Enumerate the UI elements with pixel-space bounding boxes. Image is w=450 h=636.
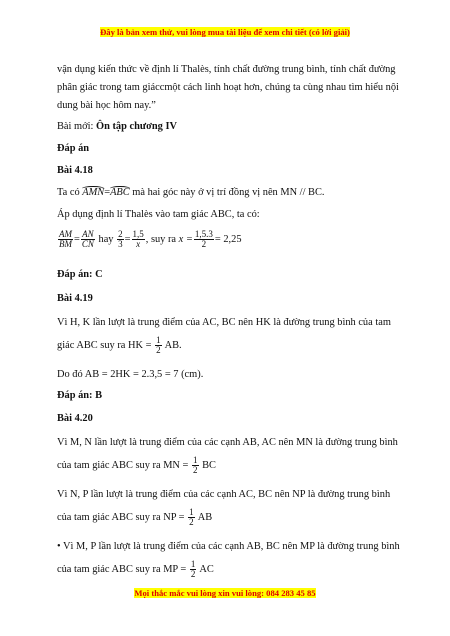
- exercise-4-18-line-1: [57, 186, 397, 199]
- exercise-4-20-line-4: [57, 506, 397, 530]
- exercise-4-18-formula: $\frac{AM}{BM}$ = $\frac{AN}{CN}$ hay $\frac{2}{3}$ = $\frac{1,5}{x}$ , suy ra x = $\frac{1,5.3}{2}$ = 2,25: [59, 228, 242, 250]
- result-value: = 2,25: [214, 234, 242, 245]
- exercise-4-20-line-1: Vì M, N lần lượt là trung điểm của các cạnh AB, AC nên MN là đường trung bình: [57, 437, 398, 448]
- fraction-2-3: $\frac{2}{3}$: [118, 228, 123, 250]
- exercise-4-20-line-3: Vì N, P lần lượt là trung điểm của các cạnh AC, BC nên NP là đường trung bình: [57, 489, 391, 500]
- text-suffix: AB: [197, 512, 213, 523]
- exercise-4-20-line-2: [57, 454, 397, 478]
- exercise-4-19-line-2: [57, 334, 397, 358]
- exercise-4-19-line-3: Do đó AB = 2HK = 2.3,5 = 7 (cm).: [57, 369, 204, 380]
- x-equals: x =: [178, 234, 193, 245]
- intro-line-2: phân giác trong tam giáccmột cách linh hoạt hơn, chúng ta cùng nhau tìm hiểu nội: [57, 82, 399, 93]
- text-suffix: BC: [202, 460, 216, 471]
- fraction-one-half: $\frac{1}{2}$: [193, 454, 198, 476]
- text-prefix: của tam giác ABC suy ra MN =: [57, 460, 189, 471]
- text-suffix: mà hai góc này ở vị trí đồng vị nên MN // BC.: [132, 187, 325, 198]
- exercise-4-18-line-2: Áp dụng định lí Thalès vào tam giác ABC, ta có:: [57, 209, 260, 220]
- text-prefix: của tam giác ABC suy ra MP =: [57, 564, 187, 575]
- angle-abc: ABC: [110, 187, 130, 198]
- exercise-4-18-title: Bài 4.18: [57, 165, 93, 176]
- fraction-one-half: $\frac{1}{2}$: [190, 558, 196, 580]
- exercise-4-20-line-5: • Vì M, P lần lượt là trung điểm của các cạnh AB, BC nên MP là đường trung bình: [57, 541, 400, 552]
- exercise-4-20-title: Bài 4.20: [57, 413, 93, 424]
- lesson-label: Bài mới:: [57, 121, 94, 132]
- exercise-4-19-title: Bài 4.19: [57, 293, 93, 304]
- footer-contact: [0, 588, 450, 598]
- exercise-4-18-answer: Đáp án: C: [57, 269, 103, 280]
- fraction-1-5-x: $\frac{1,5}{x}$: [132, 228, 144, 250]
- equals-sign: =: [104, 187, 111, 198]
- text-prefix: Ta có: [57, 187, 80, 198]
- fraction-1-5-3-2: $\frac{1,5.3}{2}$: [194, 228, 213, 250]
- exercise-4-19-line-1: Vì H, K lần lượt là trung điểm của AC, BC nên HK là đường trung bình của tam: [57, 317, 391, 328]
- lesson-heading: [57, 120, 397, 133]
- text-prefix: của tam giác ABC suy ra NP =: [57, 512, 185, 523]
- exercise-4-19-answer: Đáp án: B: [57, 390, 103, 401]
- intro-line-1: vận dụng kiến thức về định lí Thalès, tính chất đường trung bình, tính chất đường: [57, 64, 396, 75]
- footer-contact-text: Mọi thắc mắc vui lòng xin vui lòng: 084 283 45 85: [134, 588, 316, 598]
- exercise-4-20-line-6: [57, 558, 397, 582]
- word-suy-ra: , suy ra: [145, 234, 177, 245]
- text-prefix: giác ABC suy ra HK =: [57, 340, 152, 351]
- answers-heading: Đáp án: [57, 143, 90, 154]
- preview-notice: [0, 27, 450, 37]
- fraction-one-half: $\frac{1}{2}$: [156, 334, 161, 356]
- fraction-one-half: $\frac{1}{2}$: [189, 506, 194, 528]
- word-hay: hay: [98, 234, 114, 245]
- intro-line-3: dung bài học hôm nay.”: [57, 100, 156, 111]
- fraction-an-cn: $\frac{AN}{CN}$: [81, 228, 94, 250]
- angle-amn: AMN: [82, 187, 105, 198]
- preview-notice-text: Đây là bản xem thử, vui lòng mua tài liệu để xem chi tiết (có lời giải): [100, 27, 350, 37]
- fraction-am-bm: $\frac{AM}{BM}$: [59, 228, 72, 250]
- text-suffix: AB.: [164, 340, 182, 351]
- lesson-title: Ôn tập chương IV: [96, 121, 177, 132]
- text-suffix: AC: [199, 564, 214, 575]
